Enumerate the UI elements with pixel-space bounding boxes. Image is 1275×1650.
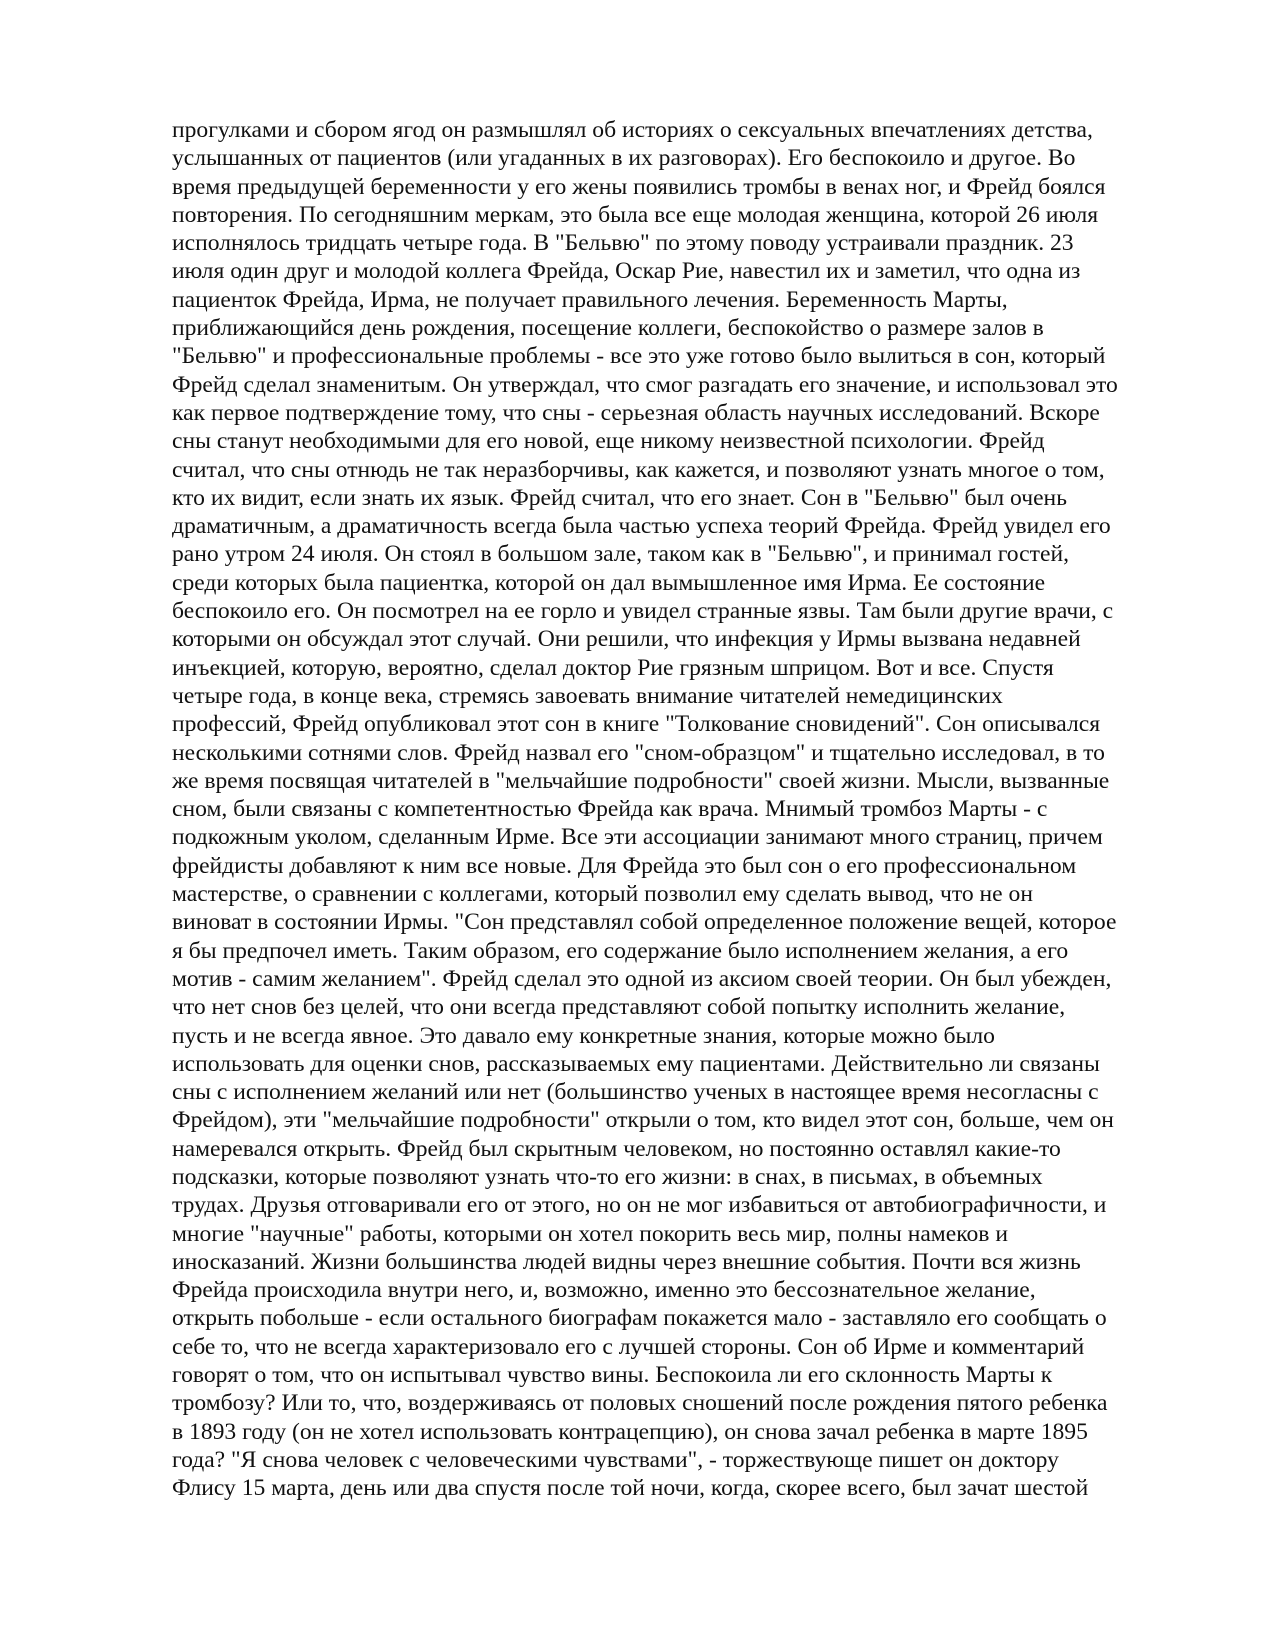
text-line: сны станут необходимыми для его новой, еще никому неизвестной психологии. Фрейд <box>172 428 1045 455</box>
text-line: профессий, Фрейд опубликовал этот сон в книге "Толкование сновидений". Сон описывался <box>172 711 1101 738</box>
text-line: несколькими сотнями слов. Фрейд назвал его "сном-образцом" и тщательно исследовал, в то <box>172 739 1105 766</box>
text-line: приближающийся день рождения, посещение коллеги, беспокойство о размере залов в <box>172 315 1044 342</box>
text-line: которыми он обсуждал этот случай. Они решили, что инфекция у Ирмы вызвана недавней <box>172 626 1081 653</box>
text-line: сны с исполнением желаний или нет (большинство ученых в настоящее время несогласны с <box>172 1079 1099 1106</box>
text-line: мотив - самим желанием". Фрейд сделал это одной из аксиом своей теории. Он был убежден, <box>172 965 1112 992</box>
text-line: фрейдисты добавляют к ним все новые. Для Фрейда это был сон о его профессиональном <box>172 852 1077 879</box>
text-line: время предыдущей беременности у его жены появились тромбы в венах ног, и Фрейд боялся <box>172 173 1106 200</box>
text-line: многие "научные" работы, которыми он хотел покорить весь мир, полны намеков и <box>172 1220 1008 1247</box>
text-line: открыть побольше - если остального биографам покажется мало - заставляло его сообщать о <box>172 1305 1107 1332</box>
text-line: использовать для оценки снов, рассказываемых ему пациентами. Действительно ли связаны <box>172 1050 1100 1077</box>
text-line: рано утром 24 июля. Он стоял в большом зале, таком как в "Бельвю", и принимал гостей, <box>172 541 1069 568</box>
text-line: Фрейдом), эти "мельчайшие подробности" открыли о том, кто видел этот сон, больше, чем он <box>172 1107 1114 1134</box>
text-line: трудах. Друзья отговаривали его от этого, но он не мог избавиться от автобиографичности, и <box>172 1192 1107 1219</box>
text-line: услышанных от пациентов (или угаданных в их разговорах). Его беспокоило и другое. Во <box>172 145 1076 172</box>
text-line: считал, что сны отнюдь не так неразборчивы, как кажется, и позволяют узнать многое о том, <box>172 456 1105 483</box>
text-line: себе то, что не всегда характеризовало его с лучшей стороны. Сон об Ирме и комментарий <box>172 1333 1085 1360</box>
text-line: кто их видит, если знать их язык. Фрейд считал, что его знает. Сон в "Бельвю" был очень <box>172 484 1067 511</box>
text-line: же время посвящая читателей в "мельчайшие подробности" своей жизни. Мысли, вызванные <box>172 767 1110 794</box>
text-line: инъекцией, которую, вероятно, сделал доктор Рие грязным шприцом. Вот и все. Спустя <box>172 654 1054 681</box>
text-line: подсказки, которые позволяют узнать что-то его жизни: в снах, в письмах, в объемных <box>172 1163 1043 1190</box>
text-line: иносказаний. Жизни большинства людей видны через внешние события. Почти вся жизнь <box>172 1248 1081 1275</box>
text-line: я бы предпочел иметь. Таким образом, его содержание было исполнением желания, а его <box>172 937 1069 964</box>
text-line: исполнялось тридцать четыре года. В "Бельвю" по этому поводу устраивали праздник. 23 <box>172 230 1074 257</box>
text-line: подкожным уколом, сделанным Ирме. Все эти ассоциации занимают много страниц, причем <box>172 824 1103 851</box>
text-line: в 1893 году (он не хотел использовать контрацепцию), он снова зачал ребенка в марте 1895 <box>172 1418 1088 1445</box>
text-line: Флису 15 марта, день или два спустя после той ночи, когда, скорее всего, был зачат шестой <box>172 1475 1089 1502</box>
text-line: Фрейд сделал знаменитым. Он утверждал, что смог разгадать его значение, и использовал это <box>172 371 1118 398</box>
text-line: сном, были связаны с компетентностью Фрейда как врача. Мнимый тромбоз Марты - с <box>172 796 1048 823</box>
text-line: как первое подтверждение тому, что сны - серьезная область научных исследований. Вскоре <box>172 399 1100 426</box>
text-line: четыре года, в конце века, стремясь завоевать внимание читателей немедицинских <box>172 682 1003 709</box>
text-line: намеревался открыть. Фрейд был скрытным человеком, но постоянно оставлял какие-то <box>172 1135 1061 1162</box>
text-line: прогулками и сбором ягод он размышлял об историях о сексуальных впечатлениях детства, <box>172 117 1093 143</box>
text-line: виноват в состоянии Ирмы. "Сон представлял собой определенное положение вещей, которое <box>172 909 1117 936</box>
text-line: пусть и не всегда явное. Это давало ему конкретные знания, которые можно было <box>172 1022 995 1049</box>
text-line: среди которых была пациентка, которой он дал вымышленное имя Ирма. Ее состояние <box>172 569 1046 596</box>
text-line: пациенток Фрейда, Ирма, не получает правильного лечения. Беременность Марты, <box>172 286 1008 313</box>
text-line: повторения. По сегодняшним меркам, это была все еще молодая женщина, которой 26 июля <box>172 201 1099 228</box>
text-line: мастерстве, о сравнении с коллегами, который позволил ему сделать вывод, что не он <box>172 881 1033 908</box>
text-line: Фрейда происходила внутри него, и, возможно, именно это бессознательное желание, <box>172 1277 1036 1304</box>
text-line: беспокоило его. Он посмотрел на ее горло и увидел странные язвы. Там были другие врачи, с <box>172 598 1114 625</box>
text-line: что нет снов без целей, что они всегда представляют собой попытку исполнить желание, <box>172 994 1066 1021</box>
text-line: "Бельвю" и профессиональные проблемы - все это уже готово было вылиться в сон, который <box>172 343 1106 370</box>
text-line: года? "Я снова человек с человеческими чувствами", - торжествующе пишет он доктору <box>172 1446 1059 1473</box>
text-line: июля один друг и молодой коллега Фрейда, Оскар Рие, навестил их и заметил, что одна из <box>172 258 1081 285</box>
text-line: драматичным, а драматичность всегда была частью успеха теорий Фрейда. Фрейд увидел его <box>172 513 1111 540</box>
text-line: говорят о том, что он испытывал чувство вины. Беспокоила ли его склонность Марты к <box>172 1362 1053 1389</box>
body-text <box>172 116 1172 1503</box>
text-line: тромбозу? Или то, что, воздерживаясь от половых сношений после рождения пятого ребенка <box>172 1390 1108 1417</box>
